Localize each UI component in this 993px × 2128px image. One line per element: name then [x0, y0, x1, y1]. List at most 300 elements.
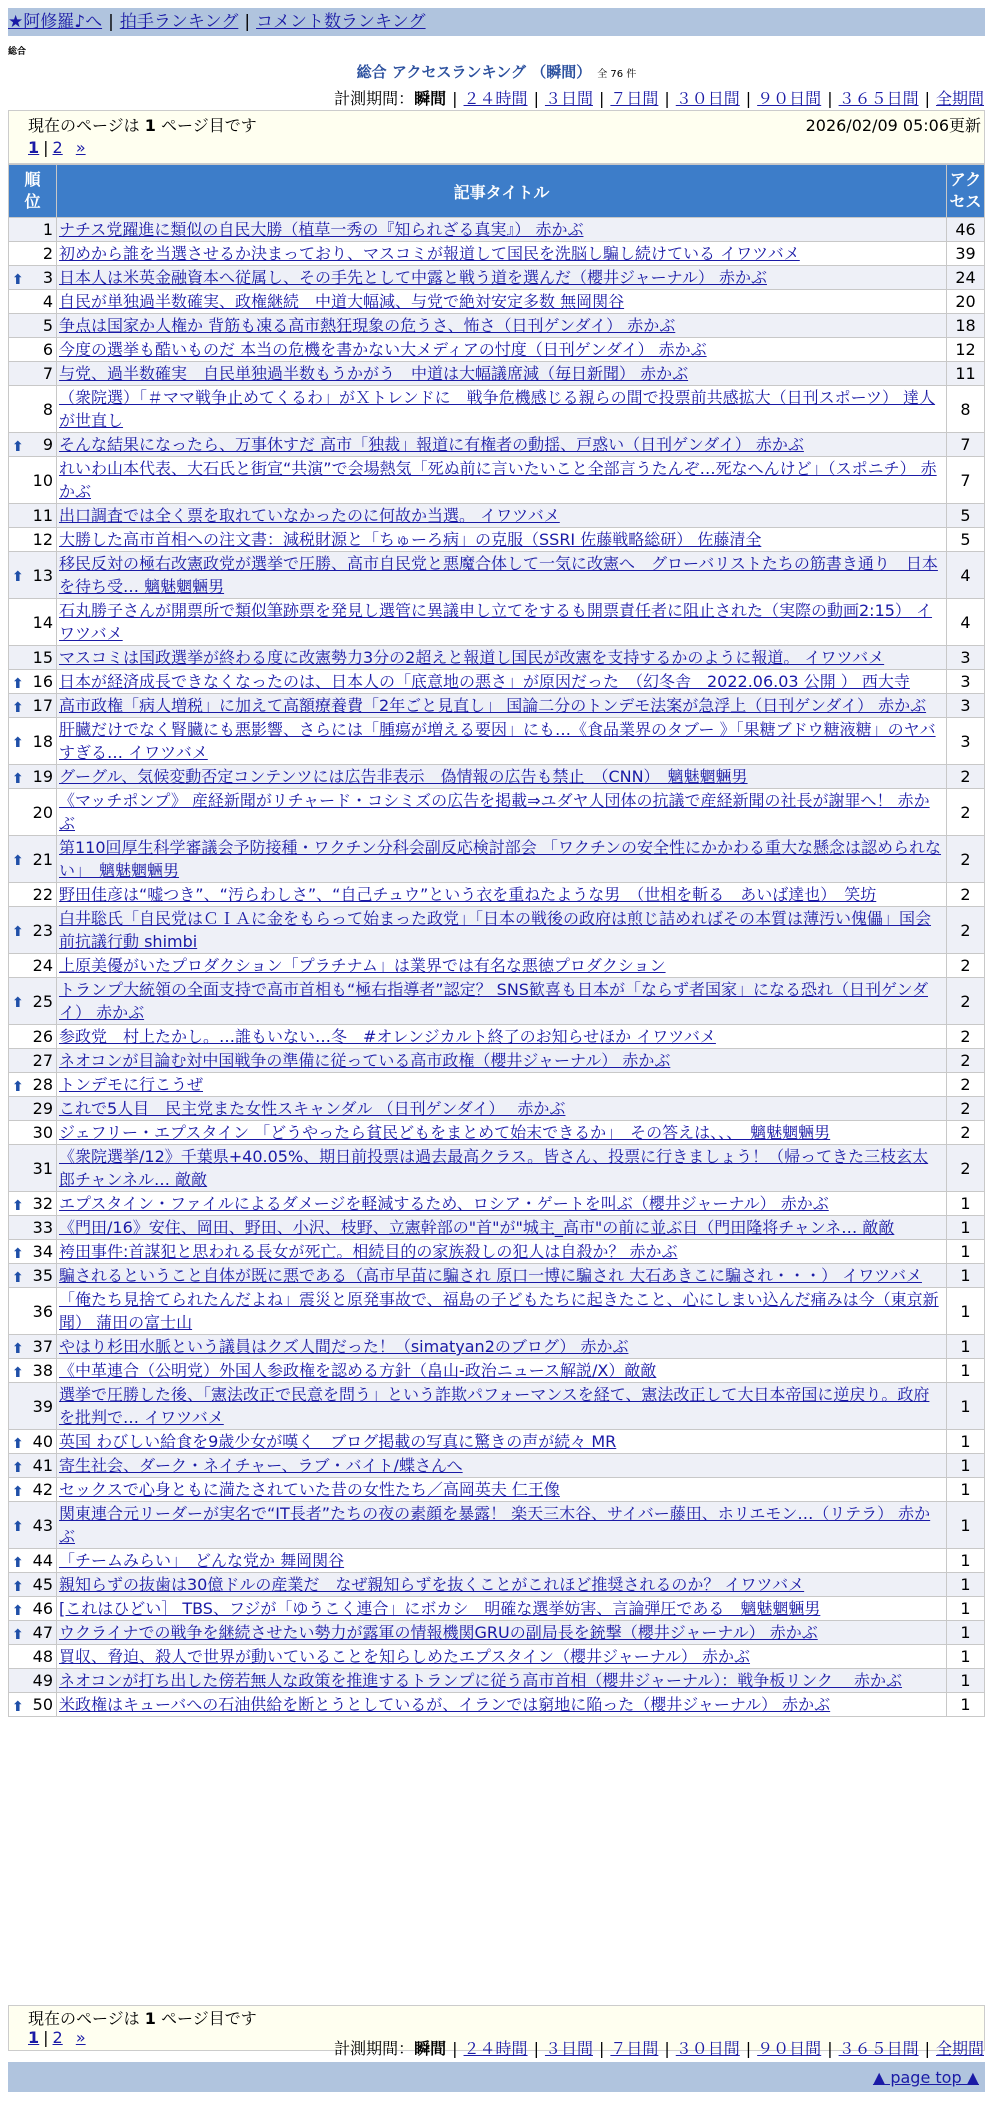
period-separator: | — [598, 89, 605, 108]
access-count: 1 — [947, 1454, 985, 1478]
access-count: 2 — [947, 765, 985, 789]
rank-number: 8 — [42, 399, 53, 419]
table-row — [9, 1645, 985, 1669]
rank-cell — [9, 218, 57, 242]
access-count: 3 — [947, 646, 985, 670]
table-row — [9, 883, 985, 907]
rank-number: 27 — [32, 1051, 53, 1070]
access-count: 11 — [947, 362, 985, 386]
table-row — [9, 1288, 985, 1335]
access-count: 3 — [947, 670, 985, 694]
pager-page-2[interactable]: 2 — [52, 138, 63, 157]
table-row — [9, 266, 985, 290]
article-link[interactable]: 争点は国家か人権か 背筋も凍る高市熱狂現象の危うさ、怖さ（日刊ゲンダイ） 赤かぶ — [59, 316, 676, 335]
title-cell — [57, 718, 947, 765]
title-cell — [57, 1693, 947, 1717]
access-count: 1 — [947, 1335, 985, 1359]
item-count: 全 76 件 — [597, 69, 637, 80]
access-count: 4 — [947, 599, 985, 646]
article-link[interactable]: （衆院選）「＃ママ戦争止めてくるわ」がＸトレンドに 戦争危機感じる親らの間で投票前共感拡大（日刊スポーツ） 達人が世直し — [59, 388, 936, 430]
period-option[interactable]: 全期間 — [935, 89, 984, 108]
rank-number: 13 — [32, 565, 53, 585]
rank-number: 47 — [32, 1623, 53, 1642]
rank-cell — [9, 1097, 57, 1121]
rank-number: 50 — [32, 1695, 53, 1714]
table-row — [9, 314, 985, 338]
rank-cell — [9, 1454, 57, 1478]
pager-page-2[interactable]: 2 — [52, 2028, 63, 2047]
article-link[interactable]: 移民反対の極右改憲政党が選挙で圧勝、高市自民党と悪魔合体して一気に改憲へ グローバリストたちの筋書き通り 日本を待ち受… 魑魅魍魎男 — [59, 554, 938, 596]
rank-number: 37 — [32, 1337, 53, 1356]
period-separator: | — [745, 2039, 752, 2058]
period-option[interactable]: ３日間 — [544, 2039, 593, 2058]
rank-number: 38 — [32, 1361, 53, 1380]
access-count: 1 — [947, 1573, 985, 1597]
rank-cell — [9, 266, 57, 290]
up-arrow-icon: ⬆ — [12, 271, 24, 288]
rank-cell — [9, 789, 57, 836]
access-count: 1 — [947, 1288, 985, 1335]
access-count: 1 — [947, 1430, 985, 1454]
up-arrow-icon: ⬆ — [12, 1519, 24, 1535]
article-link[interactable]: 選挙で圧勝した後、「憲法改正で民意を問う」という詐欺パフォーマンスを経て、憲法改正して大日本帝国に逆戻り。政府を批判で… イワツバメ — [59, 1385, 930, 1427]
rank-number: 20 — [32, 802, 53, 822]
up-arrow-icon: ⬆ — [12, 1245, 24, 1262]
table-header-row — [9, 165, 985, 218]
pager-current[interactable]: 1 — [28, 2028, 40, 2047]
article-link[interactable]: 「俺たち見捨てられたんだよね」震災と原発事故で、福島の子どもたちに起きたこと、心にしまい込んだ痛みは今（東京新聞） 蒲田の富士山 — [59, 1290, 939, 1332]
table-row — [9, 433, 985, 457]
access-count: 1 — [947, 1693, 985, 1717]
rank-number: 11 — [32, 506, 53, 525]
rank-cell — [9, 1383, 57, 1430]
title-cell — [57, 1073, 947, 1097]
rank-number: 26 — [32, 1027, 53, 1046]
title-cell — [57, 386, 947, 433]
article-link[interactable]: 白井聡氏「自民党はＣＩＡに金をもらって始まった政党」「日本の戦後の政府は煎じ詰めればその本質は薄汚い傀儡」国会前抗議行動 shimbi — [59, 909, 932, 951]
access-count: 2 — [947, 1121, 985, 1145]
period-separator: | — [924, 89, 930, 108]
article-link[interactable]: グーグル、気候変動否定コンテンツには広告非表示 偽情報の広告も禁止 （CNN） 魑魅魍魎男 — [59, 767, 748, 786]
access-count: 1 — [947, 1264, 985, 1288]
access-count: 2 — [947, 954, 985, 978]
rank-cell — [9, 1025, 57, 1049]
period-option[interactable]: ３０日間 — [675, 2039, 740, 2058]
rank-cell — [9, 1645, 57, 1669]
rank-number: 33 — [32, 1218, 53, 1237]
access-count: 1 — [947, 1502, 985, 1549]
table-row — [9, 1478, 985, 1502]
rank-cell — [9, 314, 57, 338]
article-link[interactable]: トンデモに行こうぜ — [59, 1075, 204, 1094]
access-count: 18 — [947, 314, 985, 338]
nav-separator: | — [244, 12, 251, 32]
rank-number: 1 — [42, 220, 53, 239]
period-separator: | — [452, 89, 458, 108]
rank-cell — [9, 1145, 57, 1192]
period-option[interactable]: ２４時間 — [463, 89, 528, 108]
rank-number: 39 — [32, 1396, 53, 1416]
access-count: 4 — [947, 552, 985, 599]
updated-timestamp: 2026/02/09 05:06更新 — [805, 116, 981, 135]
title-cell — [57, 1502, 947, 1549]
article-link[interactable]: [これはひどい］ TBS、フジが「ゆうこく連合」にボカシ 明確な選挙妨害、言論弾圧である 魑魅魍魎男 — [59, 1599, 821, 1618]
rank-number: 41 — [32, 1456, 53, 1475]
title-cell — [57, 433, 947, 457]
rank-cell — [9, 242, 57, 266]
title-cell — [57, 765, 947, 789]
access-count: 1 — [947, 1621, 985, 1645]
article-link[interactable]: そんな結果になったら、万事休すだ 高市「独裁」報道に有権者の動揺、戸惑い（日刊ゲンダイ） 赤かぶ — [59, 435, 804, 454]
clap-ranking-link[interactable]: 拍手ランキング — [119, 12, 239, 32]
table-row — [9, 218, 985, 242]
article-link[interactable]: 自民が単独過半数確実、政権継続 中道大幅減、与党で絶対安定多数 無岡関谷 — [59, 292, 625, 311]
article-link[interactable]: 「チームみらい」 どんな党か 舞岡関谷 — [59, 1551, 345, 1570]
article-link[interactable]: トランプ大統領の全面支持で高市首相も“極右指導者”認定？ SNS歓喜も日本が「ならず者国家」になる恐れ（日刊ゲンダイ） 赤かぶ — [59, 980, 928, 1022]
period-separator: | — [598, 2039, 605, 2058]
article-link[interactable]: ジェフリー・エプスタイン 「どうやったら貧民どもをまとめて始末できるか」 その答えは、、、 魑魅魍魎男 — [59, 1123, 831, 1142]
home-link[interactable]: ★阿修羅♪へ — [8, 12, 103, 32]
rank-cell — [9, 599, 57, 646]
access-count: 2 — [947, 1025, 985, 1049]
rank-cell — [9, 836, 57, 883]
access-count: 1 — [947, 1597, 985, 1621]
title-cell — [57, 1359, 947, 1383]
title-cell — [57, 1430, 947, 1454]
title-cell — [57, 694, 947, 718]
table-row — [9, 1264, 985, 1288]
access-count: 2 — [947, 1145, 985, 1192]
rank-number: 42 — [32, 1480, 53, 1499]
period-separator: | — [745, 89, 752, 108]
title-cell — [57, 1335, 947, 1359]
article-link[interactable]: 今度の選挙も酷いものだ 本当の危機を書かない大メディアの忖度（日刊ゲンダイ） 赤かぶ — [59, 340, 707, 359]
up-arrow-icon: ⬆ — [12, 1269, 24, 1286]
period-option[interactable]: ７日間 — [610, 2039, 659, 2058]
title-cell — [57, 218, 947, 242]
article-link[interactable]: 米政権はキューバへの石油供給を断とうとしているが、イランでは窮地に陥った（櫻井ジャーナル） 赤かぶ — [59, 1695, 831, 1714]
rank-number: 44 — [32, 1551, 53, 1570]
article-link[interactable]: 買収、脅迫、殺人で世界が動いていることを知らしめたエプスタイン（櫻井ジャーナル） 赤かぶ — [59, 1647, 751, 1666]
comment-ranking-link[interactable]: コメント数ランキング — [256, 12, 426, 32]
category-label: 総合 — [8, 47, 27, 57]
period-selector-top — [334, 86, 984, 109]
access-count: 2 — [947, 907, 985, 954]
table-row — [9, 1097, 985, 1121]
article-link[interactable]: 日本が経済成長できなくなったのは、日本人の「底意地の悪さ」が原因だった （幻冬舎 2022.06.03 公開 ） 西大寺 — [59, 672, 910, 691]
ranking-title: 総合 アクセスランキング （瞬間） — [356, 63, 592, 81]
nav-separator: | — [108, 12, 114, 32]
rank-cell — [9, 1073, 57, 1097]
article-link[interactable]: 《マッチポンプ》 産経新聞がリチャード・コシミズの広告を掲載⇒ユダヤ人団体の抗議で産経新聞の社長が謝罪へ！ 赤かぶ — [59, 791, 930, 833]
access-count: 1 — [947, 1478, 985, 1502]
rank-cell — [9, 1669, 57, 1693]
period-separator: | — [452, 2039, 458, 2058]
access-count: 8 — [947, 386, 985, 433]
access-count: 24 — [947, 266, 985, 290]
access-count: 2 — [947, 978, 985, 1025]
table-row — [9, 1359, 985, 1383]
rank-cell — [9, 1335, 57, 1359]
access-count: 5 — [947, 528, 985, 552]
access-count: 1 — [947, 1669, 985, 1693]
up-arrow-icon: ⬆ — [12, 735, 24, 751]
period-option[interactable]: ７日間 — [610, 89, 659, 108]
rank-cell — [9, 1264, 57, 1288]
period-separator: | — [827, 89, 833, 108]
rank-number: 18 — [32, 731, 53, 751]
table-row — [9, 1454, 985, 1478]
rank-number: 14 — [32, 612, 53, 632]
rank-number: 23 — [32, 920, 53, 940]
title-cell — [57, 242, 947, 266]
table-row — [9, 765, 985, 789]
article-link[interactable]: 英国 わびしい給食を9歳少女が嘆く ブログ掲載の写真に驚きの声が続々 MR — [59, 1432, 617, 1451]
rank-number: 45 — [32, 1575, 53, 1594]
rank-cell — [9, 907, 57, 954]
rank-cell — [9, 1478, 57, 1502]
article-link[interactable]: 親知らずの抜歯は30億ドルの産業だ なぜ親知らずを抜くことがこれほど推奨されるのか？ イワツバメ — [59, 1575, 805, 1594]
article-link[interactable]: セックスで心身ともに満たされていた昔の女性たち／高岡英夫 仁王像 — [59, 1480, 560, 1499]
page-top-link[interactable]: ▲ page top ▲ — [872, 2068, 979, 2087]
access-count: 2 — [947, 836, 985, 883]
title-cell — [57, 1383, 947, 1430]
rank-cell — [9, 718, 57, 765]
table-row — [9, 1025, 985, 1049]
access-count: 3 — [947, 694, 985, 718]
rank-number: 46 — [32, 1599, 53, 1618]
pager-next-arrow[interactable]: » — [75, 2028, 86, 2047]
title-cell — [57, 1288, 947, 1335]
period-option[interactable]: ３６５日間 — [838, 89, 919, 108]
rank-number: 36 — [32, 1301, 53, 1321]
article-link[interactable]: 石丸勝子さんが開票所で類似筆跡票を発見し選管に異議申し立てをするも開票責任者に阻止された（実際の動画2:15） イワツバメ — [59, 601, 933, 643]
up-arrow-icon: ⬆ — [12, 1078, 24, 1095]
rank-cell — [9, 1121, 57, 1145]
pager-top: 1 | 2 » — [28, 138, 86, 157]
up-arrow-icon: ⬆ — [12, 1459, 24, 1476]
period-option[interactable]: ９０日間 — [757, 2039, 822, 2058]
table-row — [9, 362, 985, 386]
rank-number: 17 — [32, 696, 53, 715]
table-row — [9, 1669, 985, 1693]
table-row — [9, 386, 985, 433]
table-row — [9, 1573, 985, 1597]
access-count: 7 — [947, 457, 985, 504]
up-arrow-icon: ⬆ — [12, 699, 24, 716]
rank-number: 10 — [32, 470, 53, 490]
rank-cell — [9, 1192, 57, 1216]
title-cell — [57, 290, 947, 314]
title-cell — [57, 1454, 947, 1478]
period-option[interactable]: ３日間 — [544, 89, 593, 108]
period-option: 瞬間 — [414, 89, 447, 108]
up-arrow-icon: ⬆ — [12, 1340, 24, 1357]
rank-number: 49 — [32, 1671, 53, 1690]
up-arrow-icon: ⬆ — [12, 438, 24, 455]
article-link[interactable]: 参政党 村上たかし。…誰もいない…冬 #オレンジカルト終了のお知らせほか イワツバメ — [59, 1027, 716, 1046]
table-row — [9, 789, 985, 836]
up-arrow-icon: ⬆ — [12, 770, 24, 787]
table-row — [9, 1121, 985, 1145]
rank-cell — [9, 1549, 57, 1573]
article-link[interactable]: マスコミは国政選挙が終わる度に改憲勢力3分の2超えと報道し国民が改憲を支持するかのように報道。 イワツバメ — [59, 648, 885, 667]
table-row — [9, 338, 985, 362]
access-count: 46 — [947, 218, 985, 242]
table-row — [9, 1383, 985, 1430]
article-link[interactable]: やはり杉田水脈という議員はクズ人間だった！（simatyan2のブログ） 赤かぶ — [59, 1337, 629, 1356]
rank-cell — [9, 552, 57, 599]
rank-number: 25 — [32, 991, 53, 1011]
article-link[interactable]: 関東連合元リーダーが実名で“IT長者”たちの夜の素顔を暴露！ 楽天三木谷、サイバー藤田、ホリエモン…（リテラ） 赤かぶ — [59, 1504, 931, 1546]
article-link[interactable]: 騙されるということ自体が既に悪である（高市早苗に騙され 原口一博に騙され 大石あきこに騙され・・・） イワツバメ — [59, 1266, 922, 1285]
article-link[interactable]: 第110回厚生科学審議会予防接種・ワクチン分科会副反応検討部会 「ワクチンの安全性にかかわる重大な懸念は認められない」 魑魅魍魎男 — [59, 838, 942, 880]
period-option[interactable]: ９０日間 — [757, 89, 822, 108]
period-option[interactable]: ３６５日間 — [838, 2039, 919, 2058]
rank-cell — [9, 1288, 57, 1335]
rank-cell — [9, 954, 57, 978]
rank-cell — [9, 646, 57, 670]
title-cell — [57, 954, 947, 978]
title-cell — [57, 978, 947, 1025]
rank-cell — [9, 386, 57, 433]
table-row — [9, 954, 985, 978]
rank-number: 48 — [32, 1647, 53, 1666]
article-link[interactable]: 大勝した高市首相への注文書：減税財源と「ちゅーろ病」の克服（SSRI 佐藤戦略総研） 佐藤清全 — [59, 530, 762, 549]
article-link[interactable]: れいわ山本代表、大石氏と街宣“共演”で会場熱気「死ぬ前に言いたいこと全部言うたんぞ…死なへんけど」（スポニチ） 赤かぶ — [59, 459, 937, 501]
article-link[interactable]: 与党、過半数確実 自民単独過半数もうかがう 中道は大幅議席減（毎日新聞） 赤かぶ — [59, 364, 689, 383]
article-link[interactable]: ネオコンが目論む対中国戦争の準備に従っている高市政権（櫻井ジャーナル） 赤かぶ — [59, 1051, 671, 1070]
title-cell — [57, 883, 947, 907]
rank-cell — [9, 978, 57, 1025]
rank-number: 34 — [32, 1242, 53, 1261]
period-option[interactable]: ２４時間 — [463, 2039, 528, 2058]
period-label: 計測期間： — [334, 2039, 415, 2058]
article-link[interactable]: 肝臓だけでなく腎臓にも悪影響、さらには「腫瘍が増える要因」にも…《食品業界のタブー 》「果糖ブドウ糖液糖」のヤバすぎる… イワツバメ — [59, 720, 936, 762]
access-count: 12 — [947, 338, 985, 362]
article-link[interactable]: 《衆院選挙/12》千葉県+40.05%、期日前投票は過去最高クラス。皆さん、投票に行きましょう！（帰ってきた三枝玄太郎チャンネル… 敵敵 — [59, 1147, 929, 1189]
article-link[interactable]: ナチス党躍進に類似の自民大勝（植草一秀の『知られざる真実』） 赤かぶ — [59, 220, 584, 239]
up-arrow-icon: ⬆ — [12, 924, 24, 940]
article-link[interactable]: これで5人目 民主党また女性スキャンダル （日刊ゲンダイ） 赤かぶ — [59, 1099, 566, 1118]
access-count: 2 — [947, 1097, 985, 1121]
rank-number: 4 — [42, 292, 53, 311]
article-link[interactable]: 袴田事件:首謀犯と思われる長女が死亡。相続目的の家族殺しの犯人は自殺か？ 赤かぶ — [59, 1242, 678, 1261]
title-cell — [57, 1145, 947, 1192]
table-row — [9, 1335, 985, 1359]
period-option[interactable]: 全期間 — [935, 2039, 984, 2058]
article-link[interactable]: 出口調査では全く票を取れていなかったのに何故か当選。 イワツバメ — [59, 506, 560, 525]
period-separator: | — [533, 2039, 539, 2058]
title-cell — [57, 1264, 947, 1288]
title-cell — [57, 1478, 947, 1502]
access-count: 2 — [947, 883, 985, 907]
title-cell — [57, 1192, 947, 1216]
table-row — [9, 718, 985, 765]
article-link[interactable]: 寄生社会、ダーク・ネイチャー、ラブ・バイト/蝶さんへ — [59, 1456, 463, 1475]
up-arrow-icon: ⬆ — [12, 1483, 24, 1500]
table-row — [9, 1430, 985, 1454]
title-cell — [57, 1216, 947, 1240]
article-link[interactable]: ウクライナでの戦争を継続させたい勢力が露軍の情報機関GRUの副局長を銃撃（櫻井ジャーナル） 赤かぶ — [59, 1623, 818, 1642]
article-link[interactable]: 初めから誰を当選させるか決まっており、マスコミが報道して国民を洗脳し騙し続けている イワツバメ — [59, 244, 800, 263]
up-arrow-icon: ⬆ — [12, 1698, 24, 1715]
up-arrow-icon: ⬆ — [12, 1364, 24, 1381]
rank-cell — [9, 1597, 57, 1621]
access-count: 2 — [947, 1073, 985, 1097]
title-cell — [57, 1597, 947, 1621]
page-info-text: 現在のページは 1 ページ目です — [28, 116, 257, 135]
pager-next-arrow[interactable]: » — [75, 138, 86, 157]
up-arrow-icon: ⬆ — [12, 853, 24, 869]
article-link[interactable]: 上原美優がいたプロダクション「プラチナム」は業界では有名な悪徳プロダクション — [59, 956, 666, 975]
rank-number: 30 — [32, 1123, 53, 1142]
table-row — [9, 1693, 985, 1717]
title-cell — [57, 504, 947, 528]
period-option[interactable]: ３０日間 — [675, 89, 740, 108]
pager-bottom: 1 | 2 » — [28, 2028, 86, 2047]
period-separator: | — [924, 2039, 930, 2058]
rank-cell — [9, 433, 57, 457]
title-cell — [57, 1240, 947, 1264]
rank-cell — [9, 765, 57, 789]
up-arrow-icon: ⬆ — [12, 1435, 24, 1452]
table-row — [9, 242, 985, 266]
rank-cell — [9, 1240, 57, 1264]
period-selector-bottom — [334, 2036, 984, 2059]
access-count: 1 — [947, 1383, 985, 1430]
period-label: 計測期間： — [334, 89, 415, 108]
rank-cell — [9, 1573, 57, 1597]
rank-cell — [9, 1502, 57, 1549]
title-cell — [57, 670, 947, 694]
up-arrow-icon: ⬆ — [12, 1554, 24, 1571]
rank-number: 22 — [32, 885, 53, 904]
rank-cell — [9, 670, 57, 694]
rank-cell — [9, 362, 57, 386]
rank-number: 3 — [42, 268, 53, 287]
rank-number: 16 — [32, 672, 53, 691]
pager-current[interactable]: 1 — [28, 138, 40, 157]
period-separator: | — [827, 2039, 833, 2058]
article-link[interactable]: 高市政権「病人増税」に加えて高額療養費「2年ごと見直し」 国論二分のトンデモ法案が急浮上（日刊ゲンダイ） 赤かぶ — [59, 696, 927, 715]
table-row — [9, 1049, 985, 1073]
access-count: 2 — [947, 789, 985, 836]
article-link[interactable]: 《中革連合（公明党）外国人参政権を認める方針（畠山-政治ニュース解説/X）敵敵 — [59, 1361, 657, 1380]
rank-number: 40 — [32, 1432, 53, 1451]
up-arrow-icon: ⬆ — [12, 1578, 24, 1595]
article-link[interactable]: 野田佳彦は“嘘つき”、“汚らわしさ”、“自己チュウ”という衣を重ねたような男 （世相を斬る あいば達也） 笑坊 — [59, 885, 877, 904]
rank-cell — [9, 504, 57, 528]
table-row — [9, 670, 985, 694]
article-link[interactable]: 《門田/16》安住、岡田、野田、小沢、枝野、立憲幹部の"首"が"城主_高市"の前に並ぶ日（門田隆将チャンネ… 敵敵 — [59, 1218, 895, 1237]
rank-number: 29 — [32, 1099, 53, 1118]
table-row — [9, 457, 985, 504]
article-link[interactable]: 日本人は米英金融資本へ従属し、その手先として中露と戦う道を選んだ（櫻井ジャーナル） 赤かぶ — [59, 268, 767, 287]
article-link[interactable]: ネオコンが打ち出した傍若無人な政策を推進するトランプに従う高市首相（櫻井ジャーナル）：戦争板リンク 赤かぶ — [59, 1671, 903, 1690]
title-cell — [57, 1549, 947, 1573]
rank-number: 7 — [42, 364, 53, 383]
table-row — [9, 528, 985, 552]
access-count: 1 — [947, 1240, 985, 1264]
title-cell — [57, 836, 947, 883]
article-link[interactable]: エプスタイン・ファイルによるダメージを軽減するため、ロシア・ゲートを叫ぶ（櫻井ジャーナル） 赤かぶ — [59, 1194, 829, 1213]
rank-cell — [9, 338, 57, 362]
page-info-top — [8, 110, 985, 164]
table-row — [9, 694, 985, 718]
table-row — [9, 290, 985, 314]
rank-cell — [9, 1359, 57, 1383]
